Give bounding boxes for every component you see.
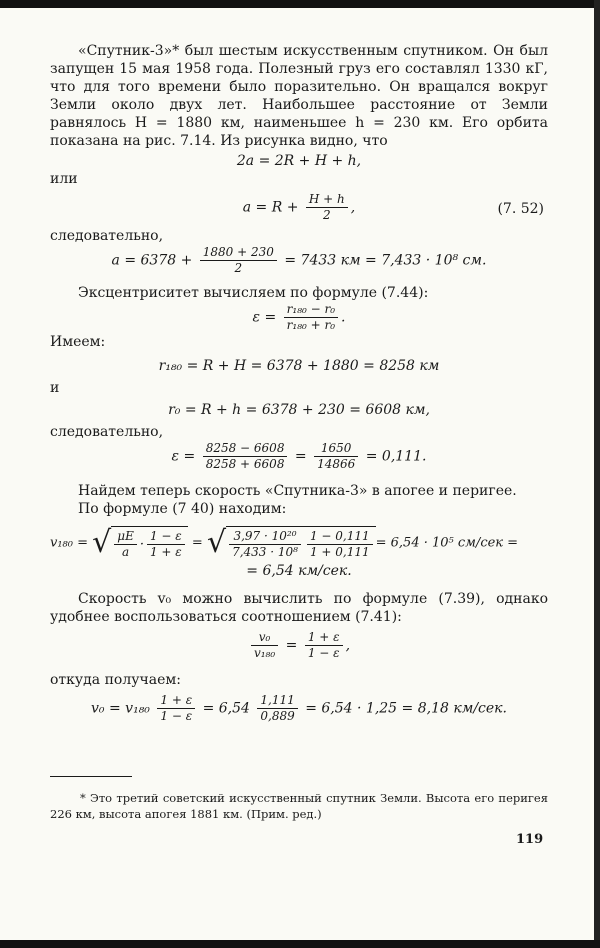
eq2-tail: ,: [350, 199, 356, 216]
eq4-lhs: ε =: [252, 309, 277, 326]
word-imeem: Имеем:: [50, 334, 106, 350]
eq8-sqrt-2: [207, 526, 376, 560]
eq2-fraction: [306, 192, 348, 223]
equation-2a: 2a = 2R + H + h,: [236, 153, 362, 169]
paragraph-intro: «Спутник-3»* был шестым искусственным спутником. Он был запущен 15 мая 1958 года. Полезный груз его составлял 1330 кГ, что для того времени было поразительно. Он вращался вокруг Земли около двух лет. Наибольшее расстояние от Земли равнялось H = 1880 км, наименьшее h = 230 км. Его орбита показана на рис. 7.14. Из рисунка видно, что: [50, 43, 548, 149]
eq3-fraction: [200, 245, 277, 276]
word-i: и: [50, 380, 60, 396]
eq3-lhs: a = 6378 +: [111, 252, 193, 269]
eq7-fraction-1: [203, 441, 288, 472]
eq4-numerator: r₁₈₀ − r₀: [284, 302, 338, 318]
eq7-numerator-1: 8258 − 6608: [203, 441, 288, 457]
equation-r180: r₁₈₀ = R + H = 6378 + 1880 = 8258 км: [158, 358, 440, 374]
eq4-denominator: r₁₈₀ + r₀: [286, 318, 336, 332]
eq8-b-numerator: 1 − ε: [147, 529, 185, 545]
paragraph-v0: Скорость v₀ можно вычислить по формуле (7.39), однако удобнее воспользоваться соотношением (7.41):: [50, 591, 548, 625]
eq8-fraction-a: [114, 529, 137, 560]
eq7-numerator-2: 1650: [314, 441, 358, 457]
equation-7-52: [50, 192, 548, 223]
eq10-fraction-2: [257, 693, 297, 724]
eq7-denominator-1: 8258 + 6608: [205, 457, 285, 471]
eq10-lhs: v₀ = v₁₈₀: [91, 700, 150, 717]
sqrt-sign-icon: √: [206, 525, 227, 560]
eq9-tail: ,: [345, 637, 351, 654]
equation-eccentricity-value: [50, 441, 548, 472]
eq9-denominator-2: 1 − ε: [307, 646, 340, 660]
eq8-fraction-d: [307, 529, 373, 560]
eq3-numerator: 1880 + 230: [200, 245, 277, 261]
eq8-sqrt-2-body: [226, 526, 376, 560]
equation-v0: [50, 693, 548, 724]
equation-a-value: [50, 245, 548, 276]
equation-ratio: [50, 630, 548, 661]
eq10-rhs: = 6,54 · 1,25 = 8,18 км/сек.: [305, 700, 507, 717]
eq8-sqrt-1: [92, 526, 188, 560]
eq8-fraction-c: [229, 529, 301, 560]
scan-edge-bottom: [0, 940, 600, 948]
word-ili: или: [50, 171, 78, 187]
paragraph-speed-1: Найдем теперь скорость «Спутника-3» в апогее и перигее.: [78, 483, 517, 499]
eq9-numerator-2: 1 + ε: [305, 630, 343, 646]
eq10-mid: = 6,54: [202, 700, 250, 717]
word-otkuda: откуда получаем:: [50, 672, 181, 688]
equation-r0: r₀ = R + h = 6378 + 230 = 6608 км,: [168, 402, 430, 418]
eq2-denominator: 2: [323, 208, 331, 222]
eq8-fraction-b: [147, 529, 185, 560]
eq7-fraction-2: [314, 441, 358, 472]
eq7-denominator-2: 14866: [317, 457, 356, 471]
eq10-numerator-2: 1,111: [257, 693, 297, 709]
word-sledovatelno: следовательно,: [50, 228, 164, 244]
sqrt-sign-icon: √: [92, 525, 112, 560]
eq2-numerator: H + h: [306, 192, 348, 208]
eq9-equals: =: [285, 637, 298, 654]
page-number: 119: [516, 832, 544, 847]
eq8-rhs: = 6,54 · 10⁵ см/сек =: [375, 535, 519, 551]
scan-edge-right: [594, 0, 600, 948]
equation-eccentricity-formula: [50, 302, 548, 333]
eq4-fraction: [284, 302, 338, 333]
eq8-b-denominator: 1 + ε: [149, 545, 182, 559]
page-body: [50, 42, 548, 724]
eq7-equals: =: [294, 448, 307, 465]
footnote-divider: [50, 776, 132, 777]
eq8-c-denominator: 7,433 · 10⁸: [232, 545, 298, 559]
paragraph-speed-2: По формуле (7 40) находим:: [78, 501, 287, 517]
word-sledovatelno-2: следовательно,: [50, 424, 164, 440]
eq10-denominator-2: 0,889: [260, 709, 295, 723]
eq9-fraction-1: [251, 630, 278, 661]
eq3-denominator: 2: [234, 261, 243, 275]
eq8-equals: =: [191, 535, 203, 551]
eq8-d-denominator: 1 + 0,111: [309, 545, 370, 559]
eq3-rhs: = 7433 км = 7,433 · 10⁸ см.: [284, 252, 487, 269]
eq8-sqrt-1-body: [111, 526, 187, 560]
footnote: [50, 790, 548, 822]
eq9-numerator-1: v₀: [251, 630, 278, 646]
footnote-text: * Это третий советский искусственный спутник Земли. Высота его перигея 226 км, высота апогея 1881 км. (Прим. ред.): [50, 791, 548, 821]
scan-edge-top: [0, 0, 600, 8]
eq8-c-numerator: 3,97 · 10²⁰: [229, 529, 301, 545]
eq8-a-numerator: μE: [114, 529, 137, 545]
eq8-d-numerator: 1 − 0,111: [307, 529, 373, 545]
eq7-rhs: = 0,111.: [365, 448, 427, 465]
eq9-fraction-2: [305, 630, 343, 661]
eq10-numerator-1: 1 + ε: [157, 693, 195, 709]
eq10-denominator-1: 1 − ε: [160, 709, 193, 723]
paragraph-eccentricity: Эксцентриситет вычисляем по формуле (7.44):: [78, 285, 429, 301]
eq7-lhs: ε =: [171, 448, 196, 465]
equation-number: (7. 52): [497, 201, 544, 217]
eq2-lhs: a = R +: [242, 199, 299, 216]
eq8-lhs: v₁₈₀ =: [50, 535, 89, 551]
eq8-dot: ·: [139, 537, 144, 552]
eq10-fraction-1: [157, 693, 195, 724]
equation-v180-result: = 6,54 км/сек.: [246, 563, 352, 579]
equation-v180: [50, 526, 548, 560]
eq4-tail: .: [341, 309, 346, 326]
eq8-a-denominator: a: [121, 545, 130, 559]
eq9-denominator-1: v₁₈₀: [253, 646, 276, 660]
